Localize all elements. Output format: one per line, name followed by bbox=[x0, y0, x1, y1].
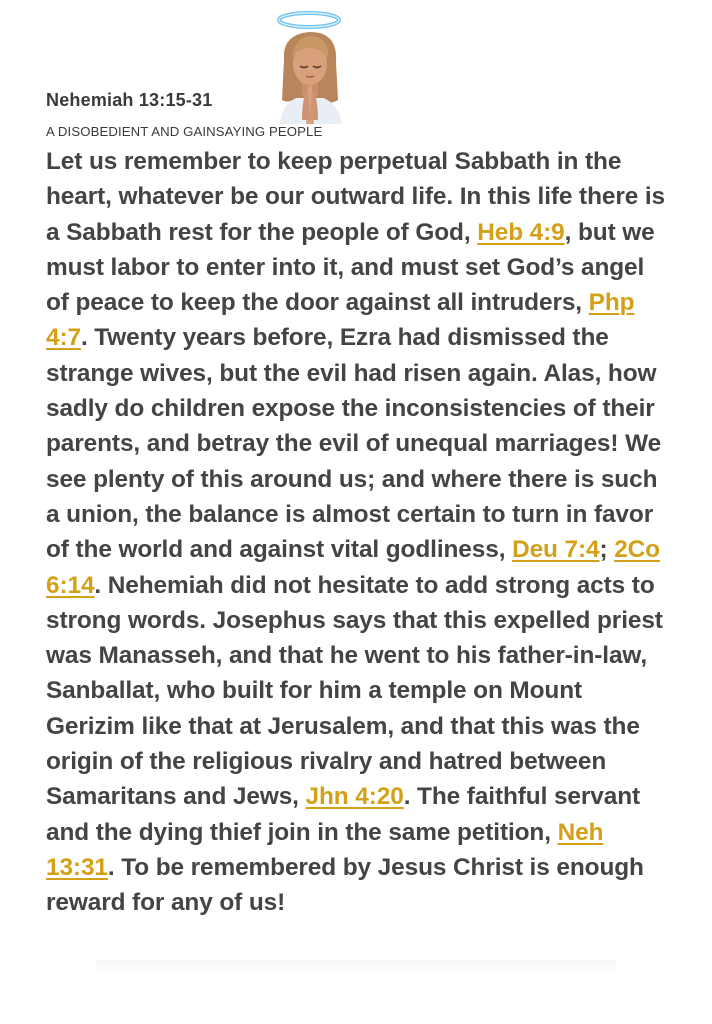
devotional-text-1: Let us remember to keep perpetual Sabbath in the heart, whatever be our outward life. In this life there is a Sabbath rest for the people of God, bbox=[46, 148, 666, 246]
scripture-link-heb-4-9[interactable]: Heb 4:9 bbox=[477, 218, 565, 246]
passage-subtitle: A DISOBEDIENT AND GAINSAYING PEOPLE bbox=[46, 124, 323, 139]
scripture-link-jhn-4-20[interactable]: Jhn 4:20 bbox=[305, 783, 404, 811]
devotional-text-4: ; bbox=[599, 536, 615, 564]
devotional-text-2: , but we must labor to enter into it, and must set God’s angel of peace to keep the door against all intruders, bbox=[46, 218, 655, 317]
praying-angel-memoji-icon bbox=[272, 8, 352, 124]
devotional-text-5: . Nehemiah did not hesitate to add strong acts to strong words. Josephus says that this expelled priest was Manasseh, and that he went to his father-in-law, Sanballat, who built for him a temple on Mount Gerizim like that at Jerusalem, and that this was the origin of the religious rivalry and hatred between Samaritans and Jews, bbox=[46, 571, 663, 811]
devotional-text-7: . To be remembered by Jesus Christ is enough reward for any of us! bbox=[46, 853, 644, 917]
devotional-text-3: . Twenty years before, Ezra had dismissed the strange wives, but the evil had risen again. Alas, how sadly do children expose the inconsistencies of their parents, and betray the evil of unequal marriages! We see plenty of this around us; and where there is such a union, the balance is almost certain to turn in favor of the world and against vital godliness, bbox=[46, 324, 662, 564]
scripture-link-php-4-7[interactable]: Php 4:7 bbox=[46, 289, 635, 352]
scripture-link-deu-7-4[interactable]: Deu 7:4 bbox=[512, 536, 600, 564]
scripture-link-2co-6-14[interactable]: 2Co 6:14 bbox=[46, 536, 660, 599]
scripture-link-neh-13-31[interactable]: Neh 13:31 bbox=[46, 818, 604, 881]
passage-reference: Nehemiah 13:15-31 bbox=[46, 90, 213, 110]
bottom-divider bbox=[96, 960, 616, 974]
devotional-text-6: . The faithful servant and the dying thief join in the same petition, bbox=[46, 783, 641, 846]
devotional-body bbox=[46, 144, 672, 921]
